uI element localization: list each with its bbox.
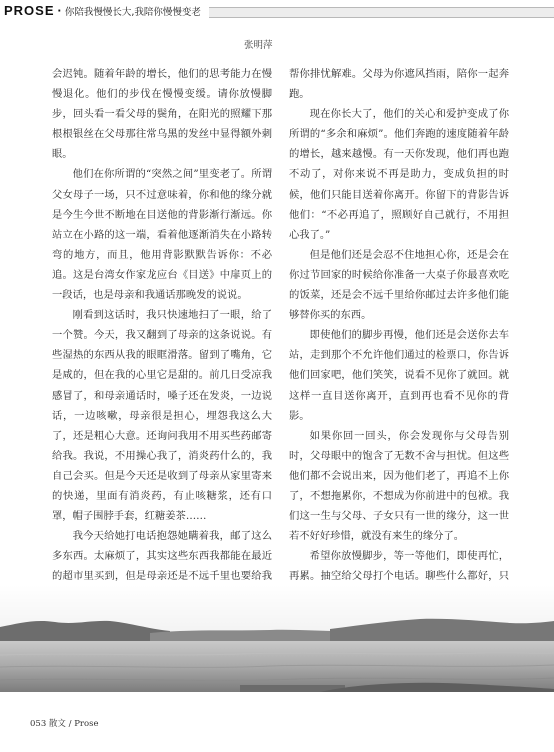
paragraph: 会迟钝。随着年龄的增长，他们的思考能力在慢慢退化。他们的步伐在慢慢变缓。请你放慢脚步，回头看一看父母的鬓角，在阳光的照耀下那根根银丝在父母那往常乌黑的发丝中显得额外刺眼。 [52, 68, 272, 161]
paragraph: 即使他们的脚步再慢，他们还是会送你去车站，走到那个不允许他们通过的检票口，你告诉他们回家吧，他们笑笑，说看不见你了就回。就这样一直目送你离开，直到再也看不见你的背影。 [289, 329, 509, 422]
paragraph: 我今天给她打电话抱怨她瞒着我，邮了这么多东西。太麻烦了，其实这些东西我都能在最近的超市里买到，但是母亲还是不远千里也要给我 [52, 530, 272, 583]
author-name: 张明萍 [244, 40, 273, 51]
paragraph: 帮你排忧解难。父母为你遮风挡雨，陪你一起奔跑。 [289, 68, 509, 101]
header-separator: · [57, 3, 62, 18]
page-header [0, 0, 554, 30]
paragraph: 刚看到这话时，我只快速地扫了一眼，给了一个赞。今天，我又翻到了母亲的这条说说。有些湿热的东西从我的眼眶滑落。留到了嘴角，它是咸的，但在我的心里它是甜的。前几日受凉我感冒了，和母亲通话时，嗓子还在发炎，一边说话，一边咳嗽，母亲很是担心，埋怨我这么大了，还是粗心大意。还询问我用不用买些药邮寄给我。我说，不用操心我了，消炎药什么的，我自己会买。但是今天还是收到了母亲从家里寄来的快递，里面有消炎药，有止咳糖浆，还有口罩，帽子围脖手套，红糖姜茶…… [52, 309, 272, 523]
magazine-brand: PROSE [4, 3, 55, 18]
seascape-illustration [0, 585, 554, 692]
paragraph: 他们在你所谓的“突然之间”里变老了。所谓父女母子一场，只不过意味着，你和他的缘分就是今生今世不断地在目送他的背影渐行渐远。你站立在小路的这一端，看着他逐渐消失在小路转弯的地方，而且，他用背影默默告诉你：不必追。这是台湾女作家龙应台《目送》中扉页上的一段话，也是母亲和我通话那晚发的说说。 [52, 168, 272, 302]
page-footer: 053 散文 / Prose [30, 719, 99, 729]
header-title [0, 0, 209, 23]
left-text-column [52, 64, 272, 667]
paragraph: 希望你放慢脚步，等一等他们，即使再忙，再累。抽空给父母打个电话。聊些什么都好，只 [289, 550, 509, 583]
right-text-column [289, 64, 509, 647]
paragraph: 现在你长大了，他们的关心和爱护变成了你所谓的“多余和麻烦”。他们奔跑的速度随着年龄的增长，越来越慢。有一天你发现，他们再也跑不动了，对你来说不再是助力，变成负担的时候，他们只能目送着你离开。你留下的背影告诉他们：“不必再追了，照顾好自己就行，不用担心我了。” [289, 108, 509, 241]
seascape-photo [0, 585, 554, 692]
series-title: 你陪我慢慢长大,我陪你慢慢变老 [64, 7, 201, 18]
paragraph: 但是他们还是会忍不住地担心你，还是会在你过节回家的时候给你准备一大桌子你最喜欢吃的饭菜，还是会不远千里给你邮过去许多他们能够替你买的东西。 [289, 248, 509, 322]
paragraph: 如果你回一回头，你会发现你与父母告别时，父母眼中的饱含了无数不舍与担忧。但这些他们都不会说出来，因为他们老了，再追不上你了，不想拖累你，不想成为你前进中的包袱。我们这一生与父母、子女只有一世的缘分，这一世若不好好珍惜，就没有来生的缘分了。 [289, 429, 509, 543]
